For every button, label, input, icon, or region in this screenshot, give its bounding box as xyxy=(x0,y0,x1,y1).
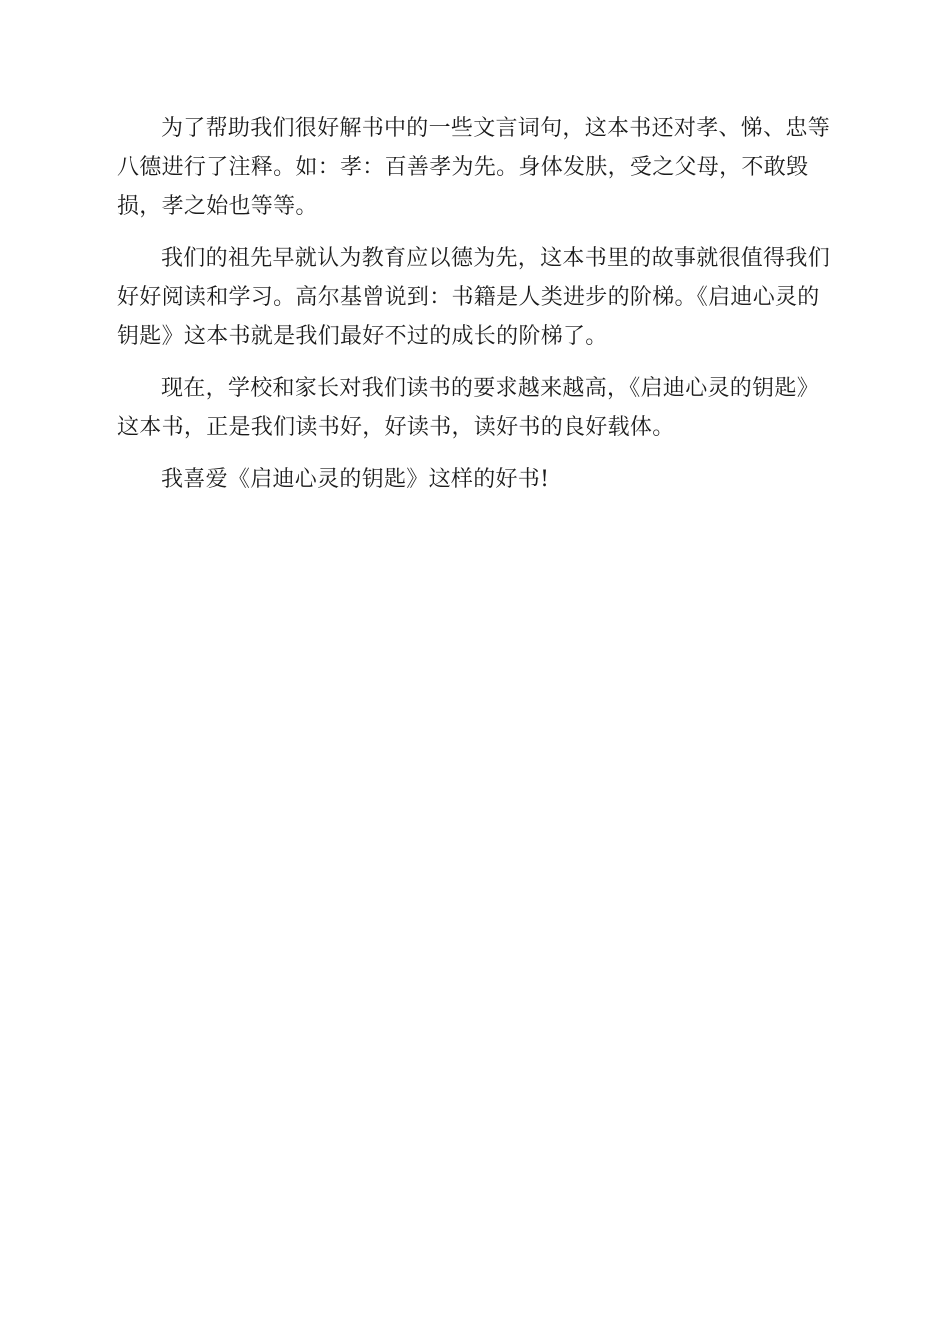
paragraph: 现在，学校和家长对我们读书的要求越来越高，《启迪心灵的钥匙》这本书，正是我们读书好，好读书，读好书的良好载体。 xyxy=(117,376,820,440)
paragraph: 我喜爱《启迪心灵的钥匙》这样的好书! xyxy=(161,467,550,492)
document-body xyxy=(117,109,833,512)
paragraph: 我们的祖先早就认为教育应以德为先，这本书里的故事就很值得我们好好阅读和学习。高尔基曾说到：书籍是人类进步的阶梯。《启迪心灵的钥匙》这本书就是我们最好不过的成长的阶梯了。 xyxy=(117,246,831,349)
paragraph: 为了帮助我们很好解书中的一些文言词句，这本书还对孝、悌、忠等八德进行了注释。如：孝：百善孝为先。身体发肤，受之父母，不敢毁损，孝之始也等等。 xyxy=(117,116,831,219)
